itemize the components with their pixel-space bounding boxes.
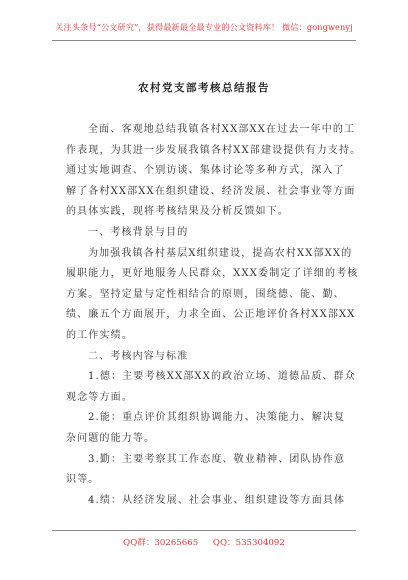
body-line: 的具体实践，现将考核结果及分析反馈如下。 — [66, 206, 289, 218]
body-line: 3.勤：主要考察其工作态度、敬业精神、团队协作意 — [88, 453, 346, 465]
body-line: 杂问题的能力等。 — [66, 432, 156, 444]
footer-qq-contact: QQ：535304092 — [212, 538, 285, 548]
body-line: 履职能力，更好地服务人民群众，XXX委制定了详细的考核 — [66, 268, 359, 280]
body-line: 2.能：重点评价其组织协调能力、决策能力、解决复 — [88, 412, 346, 424]
footer — [0, 536, 408, 548]
body-line: 的工作实绩。 — [66, 329, 133, 341]
document-title: 农村党支部考核总结报告 — [138, 82, 270, 94]
body-line: 通过实地调查、个别访谈、集体讨论等多种方式，深入了 — [66, 165, 345, 177]
body-line: 1.德：主要考核XX部XX的政治立场、道德品质、群众 — [88, 371, 356, 383]
body-line: 4.绩：从经济发展、社会事业、组织建设等方面具体 — [88, 494, 346, 506]
body-line: 绩、廉五个方面展开，力求全面、公正地评价各村XX部XX — [66, 309, 356, 321]
body-line: 作表现，为其进一步发展我镇各村XX部建设提供有力支持。 — [66, 144, 362, 156]
header-divider — [52, 40, 356, 41]
header-banner: 关注头条号“公文研究”，获得最新最全最专业的公文资料库！ 微信：gongwenyj — [55, 22, 353, 32]
body-line: 方案。坚持定量与定性相结合的原则，围绕德、能、勤、 — [66, 288, 345, 300]
footer-divider — [52, 530, 356, 531]
document-body — [66, 120, 362, 511]
body-line: 一、考核背景与目的 — [88, 226, 189, 238]
body-line: 识等。 — [66, 474, 100, 486]
body-line: 为加强我镇各村基层X组织建设，提高农村XX部XX的 — [88, 247, 353, 259]
body-line: 观念等方面。 — [66, 391, 133, 403]
body-line: 全面、客观地总结我镇各村XX部XX在过去一年中的工 — [88, 124, 356, 135]
footer-qq-group: QQ群：30265665 — [123, 538, 199, 548]
body-line: 二、考核内容与标准 — [88, 350, 189, 362]
body-line: 解了各村XX部XX在组织建设、经济发展、社会事业等方面 — [66, 185, 356, 197]
